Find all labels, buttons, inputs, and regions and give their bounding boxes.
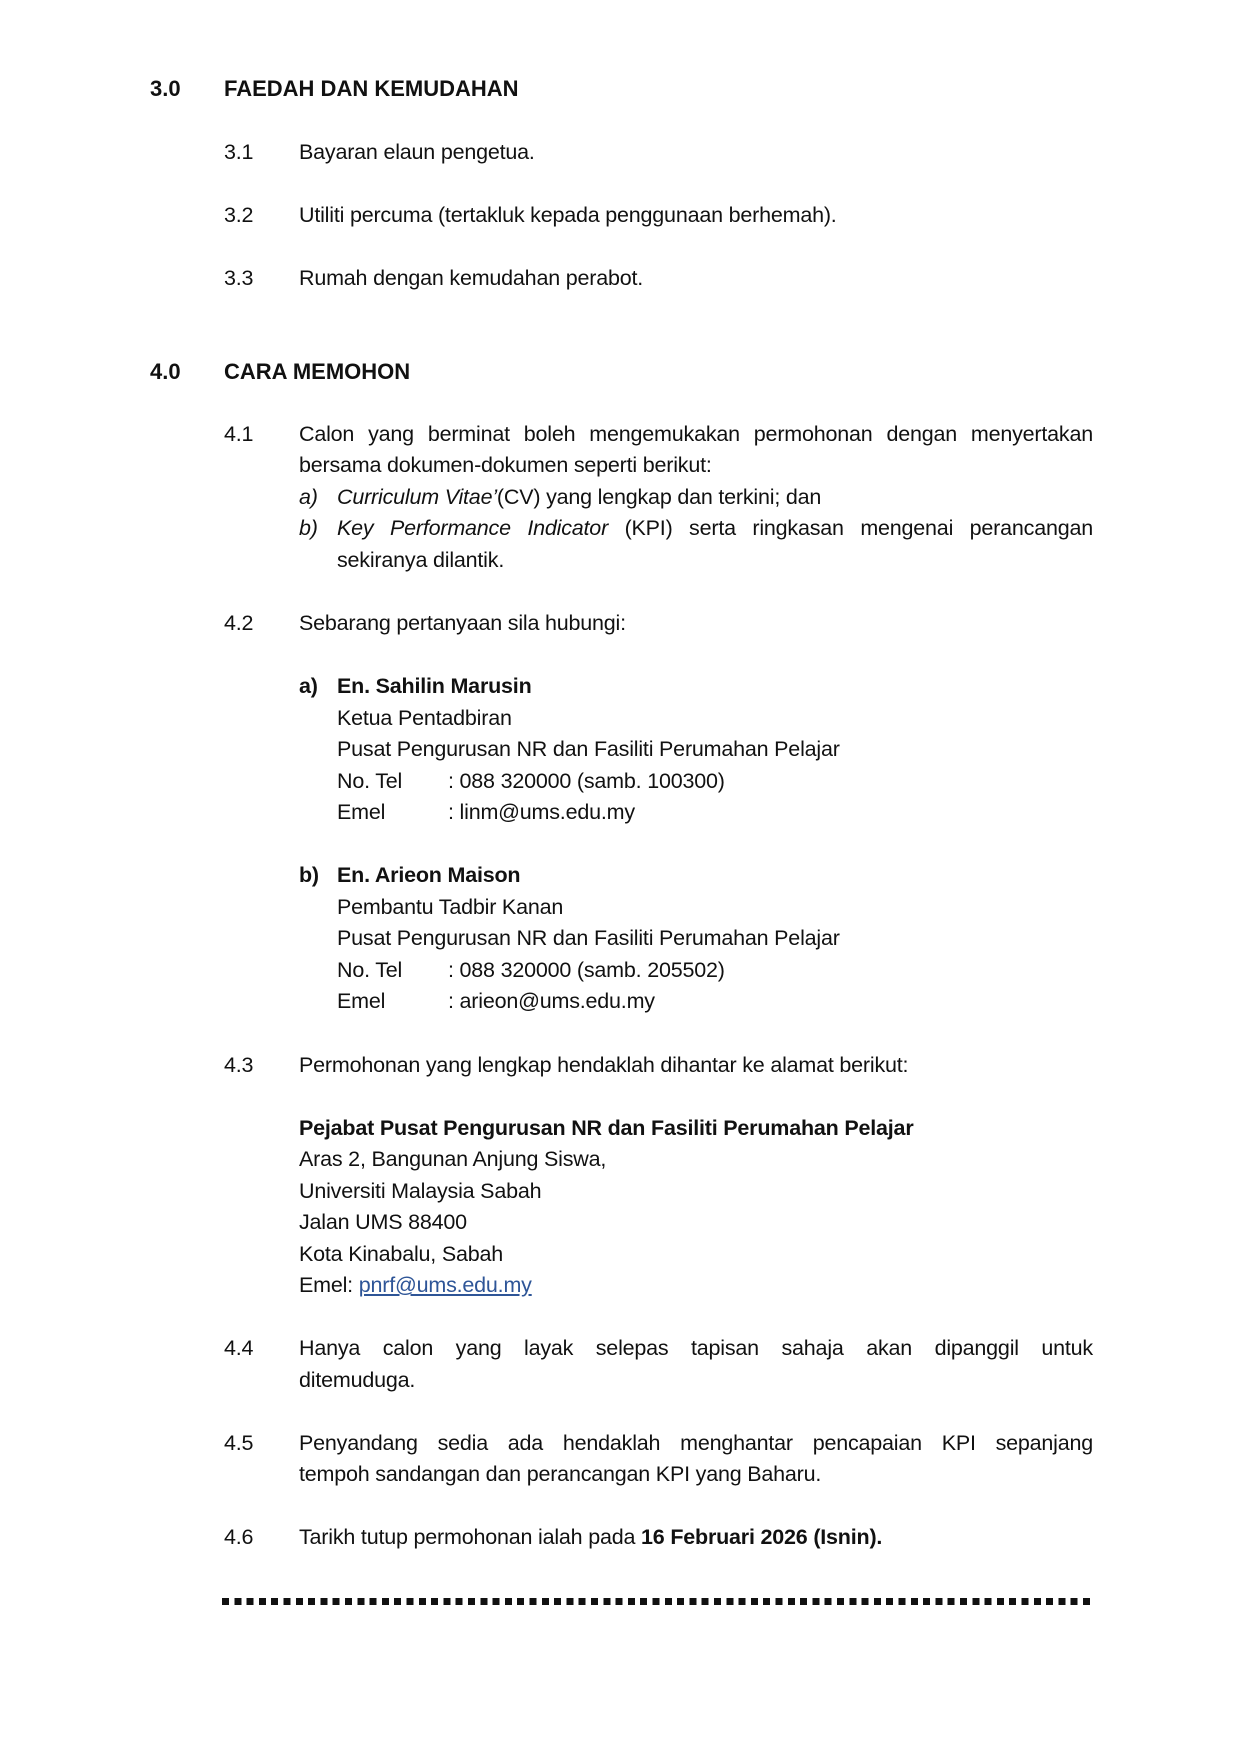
item-number: 4.2 — [224, 611, 254, 635]
address-office: Pejabat Pusat Pengurusan NR dan Fasiliti Perumahan Pelajar — [299, 1116, 914, 1140]
list-item-italic: Key Performance Indicator — [337, 516, 609, 540]
list-item — [337, 516, 1093, 541]
item-number: 4.3 — [224, 1053, 254, 1077]
contact-position: Ketua Pentadbiran — [337, 706, 512, 730]
section-title: CARA MEMOHON — [224, 359, 411, 384]
item-number: 3.1 — [224, 140, 254, 164]
item-text: ditemuduga. — [299, 1368, 416, 1392]
address-line: Kota Kinabalu, Sabah — [299, 1242, 503, 1266]
contact-department: Pusat Pengurusan NR dan Fasiliti Perumahan Pelajar — [337, 737, 840, 761]
contact-letter: b) — [299, 863, 319, 887]
contact-tel-value: : 088 320000 (samb. 100300) — [448, 769, 725, 793]
address-line: Jalan UMS 88400 — [299, 1210, 467, 1234]
address-email-label: Emel: — [299, 1273, 359, 1297]
contact-email-value: : arieon@ums.edu.my — [448, 989, 655, 1013]
section-title: FAEDAH DAN KEMUDAHAN — [224, 76, 519, 101]
contact-letter: a) — [299, 674, 318, 698]
section-number: 3.0 — [150, 76, 181, 101]
contact-tel-value: : 088 320000 (samb. 205502) — [448, 958, 725, 982]
item-text: Rumah dengan kemudahan perabot. — [299, 266, 644, 290]
list-letter: b) — [299, 516, 318, 540]
item-text: Permohonan yang lengkap hendaklah dihantar ke alamat berikut: — [299, 1053, 909, 1077]
list-item — [337, 485, 821, 510]
item-text: Penyandang sedia ada hendaklah menghantar pencapaian KPI sepanjang — [299, 1431, 1093, 1455]
address-line: Universiti Malaysia Sabah — [299, 1179, 542, 1203]
item-text: Sebarang pertanyaan sila hubungi: — [299, 611, 626, 635]
list-item-text: (CV) yang lengkap dan terkini; dan — [496, 485, 822, 509]
list-item-text: (KPI) serta ringkasan mengenai perancangan — [624, 516, 1093, 540]
closing-date-line — [299, 1525, 882, 1550]
dotted-divider — [222, 1598, 1093, 1605]
item-number: 4.1 — [224, 422, 254, 446]
item-text: Calon yang berminat boleh mengemukakan permohonan dengan menyertakan — [299, 422, 1093, 446]
list-item-italic: Curriculum Vitae’ — [337, 485, 497, 509]
contact-name: En. Sahilin Marusin — [337, 674, 532, 698]
list-letter: a) — [299, 485, 318, 509]
item-text: Tarikh tutup permohonan ialah pada — [299, 1525, 642, 1549]
address-email — [299, 1273, 532, 1298]
closing-date: 16 Februari 2026 (Isnin). — [641, 1525, 883, 1549]
item-number: 4.5 — [224, 1431, 254, 1455]
section-number: 4.0 — [150, 359, 181, 384]
contact-tel-label: No. Tel — [337, 958, 403, 982]
email-link[interactable]: pnrf@ums.edu.my — [358, 1273, 532, 1297]
contact-email-value: : linm@ums.edu.my — [448, 800, 635, 824]
contact-email-label: Emel — [337, 989, 386, 1013]
item-text: Hanya calon yang layak selepas tapisan sahaja akan dipanggil untuk — [299, 1336, 1093, 1360]
item-number: 3.3 — [224, 266, 254, 290]
item-text: bersama dokumen-dokumen seperti berikut: — [299, 453, 712, 477]
contact-tel-label: No. Tel — [337, 769, 403, 793]
item-number: 4.6 — [224, 1525, 254, 1549]
contact-position: Pembantu Tadbir Kanan — [337, 895, 564, 919]
contact-email-label: Emel — [337, 800, 386, 824]
contact-name: En. Arieon Maison — [337, 863, 521, 887]
item-number: 3.2 — [224, 203, 254, 227]
item-number: 4.4 — [224, 1336, 254, 1360]
item-text: Utiliti percuma (tertakluk kepada penggunaan berhemah). — [299, 203, 837, 227]
address-line: Aras 2, Bangunan Anjung Siswa, — [299, 1147, 607, 1171]
contact-department: Pusat Pengurusan NR dan Fasiliti Perumahan Pelajar — [337, 926, 840, 950]
item-text: tempoh sandangan dan perancangan KPI yang Baharu. — [299, 1462, 822, 1486]
list-item-continuation: sekiranya dilantik. — [337, 548, 505, 572]
item-text: Bayaran elaun pengetua. — [299, 140, 535, 164]
